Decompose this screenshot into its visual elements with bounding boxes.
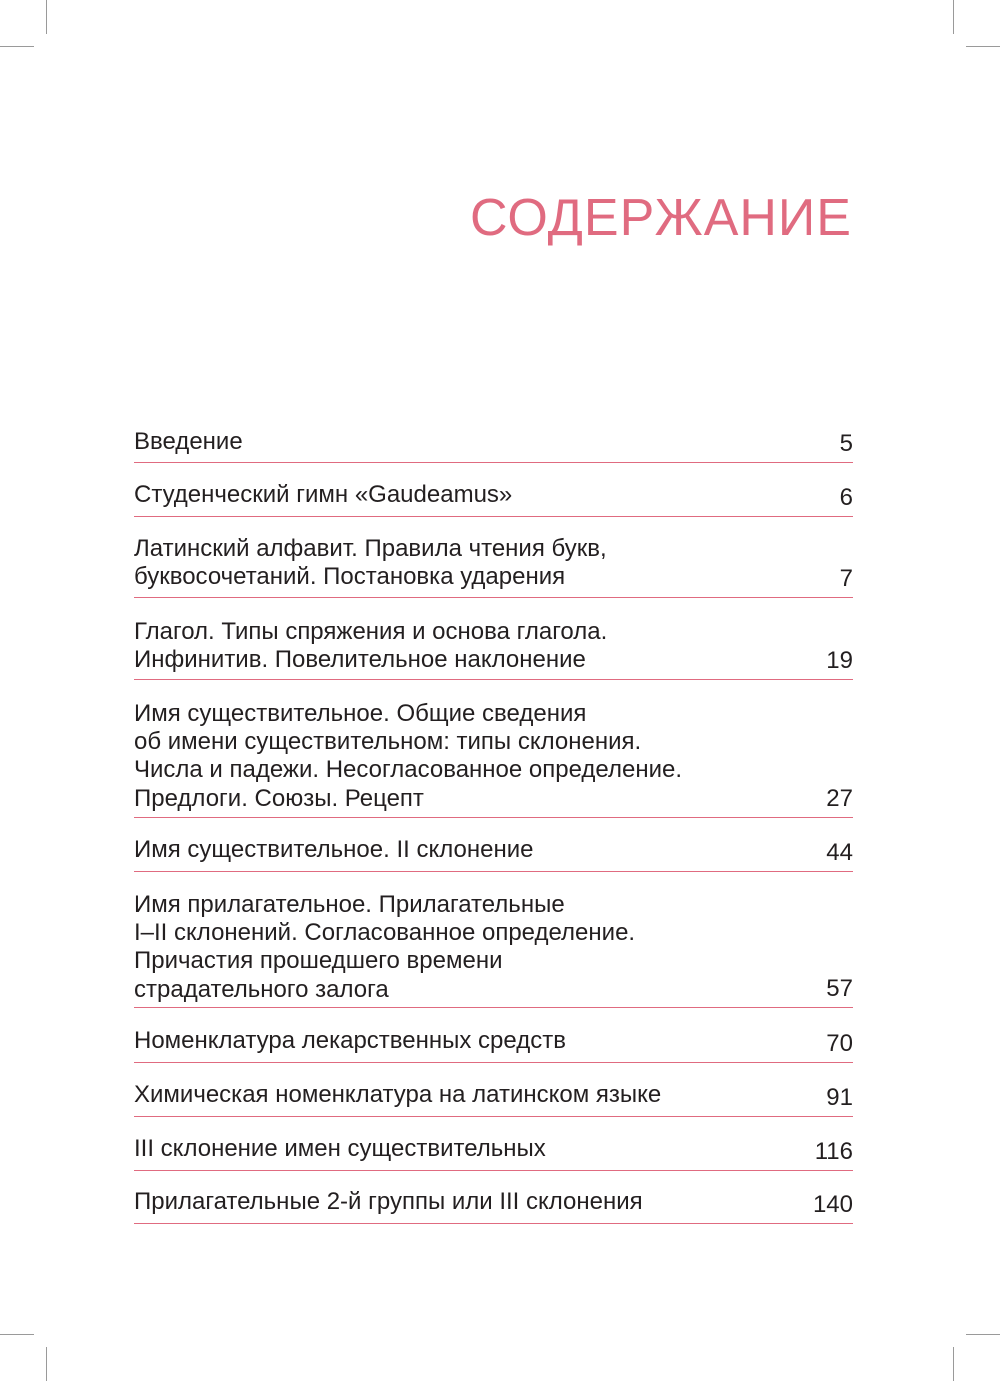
toc-entry [134, 891, 853, 1008]
toc-entry [134, 700, 853, 818]
toc-entry [134, 535, 853, 598]
crop-mark-top-left-h [0, 46, 34, 47]
crop-mark-top-left-v [46, 0, 47, 34]
crop-mark-bottom-left-v [46, 1347, 47, 1381]
toc-entry-page: 6 [839, 484, 853, 511]
crop-mark-bottom-right-v [953, 1347, 954, 1381]
toc-entry-title: Имя существительное. Общие сведения об имени существительном: типы склонения. Числа и падежи. Несогласованное определение. Предлоги. Союзы. Рецепт [134, 700, 683, 812]
toc-entry-page: 27 [826, 785, 853, 812]
crop-mark-top-right-h [966, 46, 1000, 47]
toc-entry [134, 1188, 853, 1224]
toc-entry-page: 70 [826, 1030, 853, 1057]
toc-entry-title: Введение [134, 428, 243, 455]
toc-entry-page: 44 [826, 839, 853, 866]
toc-entry-title: Прилагательные 2-й группы или III склонения [134, 1188, 643, 1215]
toc-entry-title: Номенклатура лекарственных средств [134, 1027, 566, 1054]
toc-entry-title: Имя прилагательное. Прилагательные I–II склонений. Согласованное определение. Причастия прошедшего времени страдательного залога [134, 891, 636, 1003]
toc-entry-page: 19 [826, 647, 853, 674]
toc-entry [134, 1081, 853, 1117]
toc-entry-page: 116 [814, 1138, 853, 1165]
toc-entry [134, 1135, 853, 1171]
toc-entry-page: 7 [839, 565, 853, 592]
toc-entry-title: Имя существительное. II склонение [134, 836, 534, 863]
toc-entry-title: Латинский алфавит. Правила чтения букв, буквосочетаний. Постановка ударения [134, 535, 607, 591]
crop-mark-top-right-v [953, 0, 954, 34]
crop-mark-bottom-left-h [0, 1334, 34, 1335]
toc-entry-page: 5 [839, 430, 853, 457]
toc-entry [134, 428, 853, 463]
toc-entry-title: Студенческий гимн «Gaudeamus» [134, 481, 513, 508]
toc-entry-page: 57 [826, 975, 853, 1002]
toc-entry [134, 1027, 853, 1063]
toc-entry-title: III склонение имен существительных [134, 1135, 546, 1162]
toc-entry [134, 618, 853, 680]
toc-entry-title: Глагол. Типы спряжения и основа глагола. Инфинитив. Повелительное наклонение [134, 618, 608, 674]
page-title: СОДЕРЖАНИЕ [469, 189, 852, 247]
toc-entry-title: Химическая номенклатура на латинском языке [134, 1081, 662, 1108]
crop-mark-bottom-right-h [966, 1334, 1000, 1335]
toc-entry-page: 140 [812, 1191, 853, 1218]
toc-entry [134, 481, 853, 517]
toc-entry [134, 836, 853, 872]
toc-entry-page: 91 [826, 1084, 853, 1111]
